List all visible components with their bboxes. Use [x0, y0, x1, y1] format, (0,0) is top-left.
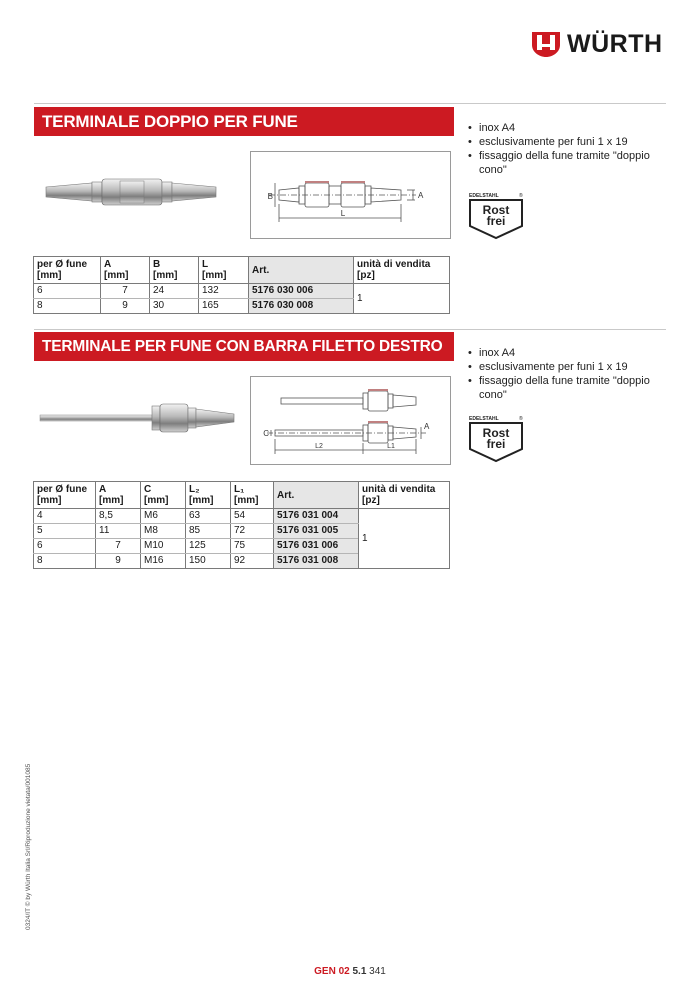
col-header: A [mm] — [101, 257, 150, 284]
col-header: unità di vendita [pz] — [354, 257, 450, 284]
col-header: L [mm] — [199, 257, 249, 284]
dim-label-a: A — [424, 422, 430, 431]
section-title: TERMINALE DOPPIO PER FUNE — [34, 107, 454, 136]
article-number: 5176 031 006 — [274, 539, 359, 554]
badge-line1: Rost — [482, 203, 510, 217]
wurth-emblem-icon — [531, 30, 561, 58]
drawing-threaded-terminal — [251, 377, 450, 464]
col-header: per Ø fune [mm] — [34, 257, 101, 284]
dim-label-l1: L1 — [387, 443, 395, 450]
product-photo-double-terminal — [42, 172, 222, 212]
feature-item: • inox A4 — [467, 121, 667, 135]
spec-table — [33, 256, 450, 314]
feature-list — [467, 121, 667, 177]
technical-drawing — [250, 151, 451, 239]
section-divider — [34, 103, 666, 104]
dim-label-c: C — [263, 429, 269, 438]
rostfrei-badge — [467, 413, 525, 463]
page-number: 341 — [369, 966, 386, 977]
dim-label-l2: L2 — [315, 443, 323, 450]
copyright-note: 0324/IT © by Würth Italia Srl/Riproduzione vietata/001085 — [25, 763, 32, 930]
table-row: 5 11 M8 85 72 5176 031 005 — [34, 524, 450, 539]
col-header-art: Art. — [274, 482, 359, 509]
sales-unit: 1 — [359, 509, 450, 569]
sales-unit: 1 — [354, 284, 450, 314]
technical-drawing — [250, 376, 451, 465]
table-row: 4 8,5 M6 63 54 5176 031 004 1 — [34, 509, 450, 524]
catalog-code: GEN 02 — [314, 966, 350, 977]
feature-item: • fissaggio della fune tramite "doppio cono" — [467, 149, 667, 177]
page-footer — [0, 966, 700, 977]
feature-item: • inox A4 — [467, 346, 667, 360]
drawing-double-terminal — [251, 152, 450, 238]
dim-label-l: L — [340, 209, 346, 218]
badge-mark: ® — [519, 416, 523, 422]
col-header: L₂ [mm] — [186, 482, 231, 509]
col-header-art: Art. — [249, 257, 354, 284]
col-header: A [mm] — [96, 482, 141, 509]
article-number: 5176 031 004 — [274, 509, 359, 524]
feature-item: • fissaggio della fune tramite "doppio cono" — [467, 374, 667, 402]
article-number: 5176 031 005 — [274, 524, 359, 539]
col-header: L₁ [mm] — [231, 482, 274, 509]
section-divider — [34, 329, 666, 330]
feature-item: • esclusivamente per funi 1 x 19 — [467, 360, 667, 374]
badge-top-text: EDELSTAHL — [469, 193, 499, 199]
spec-table — [33, 481, 450, 569]
section-number: 5.1 — [352, 966, 367, 977]
section-title: TERMINALE PER FUNE CON BARRA FILETTO DESTRO — [34, 332, 454, 361]
badge-top-text: EDELSTAHL — [469, 416, 499, 422]
badge-line2: frei — [486, 437, 506, 451]
table-row: 8 9 M16 150 92 5176 031 008 — [34, 554, 450, 569]
table-row: 8 9 30 165 5176 030 008 — [34, 299, 450, 314]
article-number: 5176 031 008 — [274, 554, 359, 569]
badge-line1: Rost — [482, 426, 510, 440]
product-photo-threaded-terminal — [36, 400, 236, 436]
col-header: B [mm] — [150, 257, 199, 284]
table-row: 6 7 M10 125 75 5176 031 006 — [34, 539, 450, 554]
feature-list — [467, 346, 667, 402]
article-number: 5176 030 006 — [249, 284, 354, 299]
brand-name: WÜRTH — [567, 29, 663, 58]
col-header: C [mm] — [141, 482, 186, 509]
wurth-logo — [531, 28, 663, 60]
dim-label-a: A — [418, 191, 424, 200]
badge-line2: frei — [486, 214, 506, 228]
col-header: per Ø fune [mm] — [34, 482, 96, 509]
badge-mark: ® — [519, 193, 523, 199]
dim-label-b: B — [267, 192, 273, 201]
feature-item: • esclusivamente per funi 1 x 19 — [467, 135, 667, 149]
rostfrei-badge — [467, 190, 525, 240]
table-row: 6 7 24 132 5176 030 006 1 — [34, 284, 450, 299]
col-header: unità di vendita [pz] — [359, 482, 450, 509]
article-number: 5176 030 008 — [249, 299, 354, 314]
